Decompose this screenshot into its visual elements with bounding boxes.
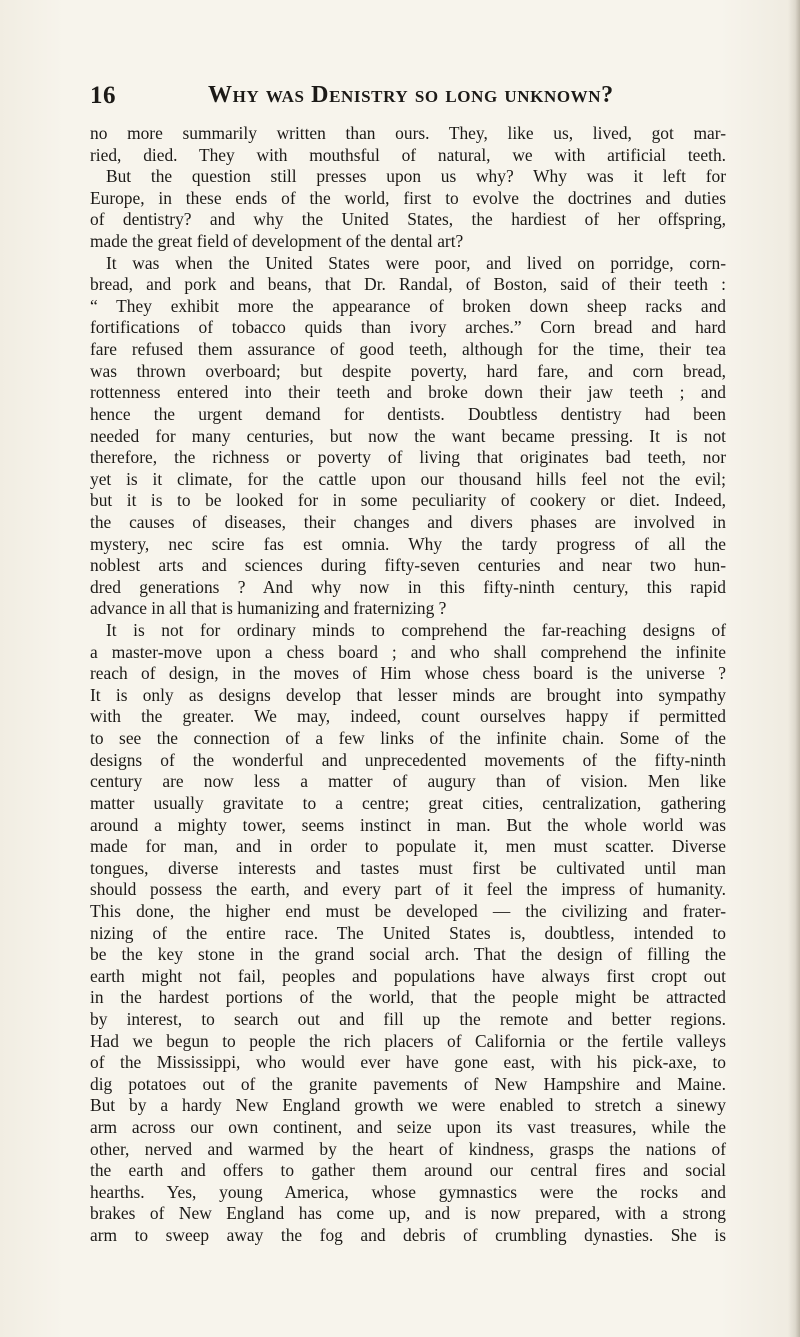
text-line: nizing of the entire race. The United States is, doubtless, intended to (90, 922, 726, 943)
text-line: of dentistry? and why the United States, the hardiest of her offspring, (90, 209, 726, 230)
text-line: It was when the United States were poor, and lived on porridge, corn- (106, 252, 726, 273)
text-line: be the key stone in the grand social arch. That the design of filling the (90, 944, 726, 965)
text-line: around a mighty tower, seems instinct in man. But the whole world was (90, 814, 726, 835)
text-line: by interest, to search out and fill up the remote and better regions. (90, 1008, 726, 1029)
text-line: Had we begun to people the rich placers of California or the fertile valleys (90, 1030, 726, 1051)
running-title: Why was Denistry so long unknown? (208, 82, 614, 108)
text-line: yet is it climate, for the cattle upon our thousand hills feel not the evil; (90, 468, 726, 489)
text-line: This done, the higher end must be developed — the civilizing and frater- (90, 900, 726, 921)
text-line: in the hardest portions of the world, that the people might be attracted (90, 987, 726, 1008)
running-head (90, 82, 726, 112)
text-line: But by a hardy New England growth we were enabled to stretch a sinewy (90, 1095, 726, 1116)
text-line: But the question still presses upon us why? Why was it left for (106, 166, 726, 187)
text-line: century are now less a matter of augury than of vision. Men like (90, 771, 726, 792)
text-line: made the great field of development of the dental art? (90, 231, 464, 252)
text-line: with the greater. We may, indeed, count ourselves happy if permitted (90, 706, 726, 727)
text-line: no more summarily written than ours. They, like us, lived, got mar- (90, 123, 726, 143)
text-line: rottenness entered into their teeth and broke down their jaw teeth ; and (90, 382, 726, 403)
text-line: to see the connection of a few links of the infinite chain. Some of the (90, 728, 726, 749)
text-line: made for man, and in order to populate it, men must scatter. Diverse (90, 836, 726, 857)
text-line: hence the urgent demand for dentists. Doubtless dentistry had been (90, 403, 726, 424)
text-line: reach of design, in the moves of Him whose chess board is the universe ? (90, 663, 726, 684)
text-line: the causes of diseases, their changes and divers phases are involved in (90, 511, 726, 532)
text-line: of the Mississippi, who would ever have gone east, with his pick-axe, to (90, 1052, 726, 1073)
text-line: It is only as designs develop that lesser minds are brought into sympathy (90, 684, 726, 705)
page-number: 16 (90, 82, 116, 109)
body-text (90, 123, 726, 1247)
text-line: advance in all that is humanizing and fraternizing ? (90, 598, 447, 619)
text-line: arm to sweep away the fog and debris of crumbling dynasties. She is (90, 1225, 726, 1246)
text-line: bread, and pork and beans, that Dr. Randal, of Boston, said of their teeth : (90, 274, 726, 295)
text-line: It is not for ordinary minds to comprehend the far-reaching designs of (106, 620, 726, 641)
text-line: Europe, in these ends of the world, first to evolve the doctrines and duties (90, 187, 726, 208)
text-line: earth might not fail, peoples and populations have always first cropt out (90, 965, 726, 986)
text-line: designs of the wonderful and unprecedented movements of the fifty-ninth (90, 749, 726, 770)
text-line: matter usually gravitate to a centre; great cities, centralization, gathering (90, 792, 726, 813)
text-line: noblest arts and sciences during fifty-seven centuries and near two hun- (90, 555, 726, 576)
text-line: brakes of New England has come up, and is now prepared, with a strong (90, 1203, 726, 1224)
text-line: dig potatoes out of the granite pavements of New Hampshire and Maine. (90, 1073, 726, 1094)
text-line: mystery, nec scire fas est omnia. Why the tardy progress of all the (90, 533, 726, 554)
text-line: a master-move upon a chess board ; and who shall comprehend the infinite (90, 641, 726, 662)
page-edge-shadow (788, 0, 800, 1337)
text-line: dred generations ? And why now in this fifty-ninth century, this rapid (90, 576, 726, 597)
text-line: was thrown overboard; but despite poverty, hard fare, and corn bread, (90, 360, 726, 381)
text-line: ried, died. They with mouthsful of natural, we with artificial teeth. (90, 144, 726, 165)
text-line: should possess the earth, and every part of it feel the impress of humanity. (90, 879, 726, 900)
text-line: “ They exhibit more the appearance of broken down sheep racks and (90, 295, 726, 316)
text-line: but it is to be looked for in some peculiarity of cookery or diet. Indeed, (90, 490, 726, 511)
text-line: hearths. Yes, young America, whose gymnastics were the rocks and (90, 1181, 726, 1202)
text-line: therefore, the richness or poverty of living that originates bad teeth, nor (90, 447, 726, 468)
text-line: needed for many centuries, but now the want became pressing. It is not (90, 425, 726, 446)
text-line: other, nerved and warmed by the heart of kindness, grasps the nations of (90, 1138, 726, 1159)
text-line: the earth and offers to gather them around our central fires and social (90, 1160, 726, 1181)
text-line: tongues, diverse interests and tastes must first be cultivated until man (90, 857, 726, 878)
text-line: arm across our own continent, and seize upon its vast treasures, while the (90, 1117, 726, 1138)
text-line: fortifications of tobacco quids than ivory arches.” Corn bread and hard (90, 317, 726, 338)
text-line: fare refused them assurance of good teeth, although for the time, their tea (90, 339, 726, 360)
